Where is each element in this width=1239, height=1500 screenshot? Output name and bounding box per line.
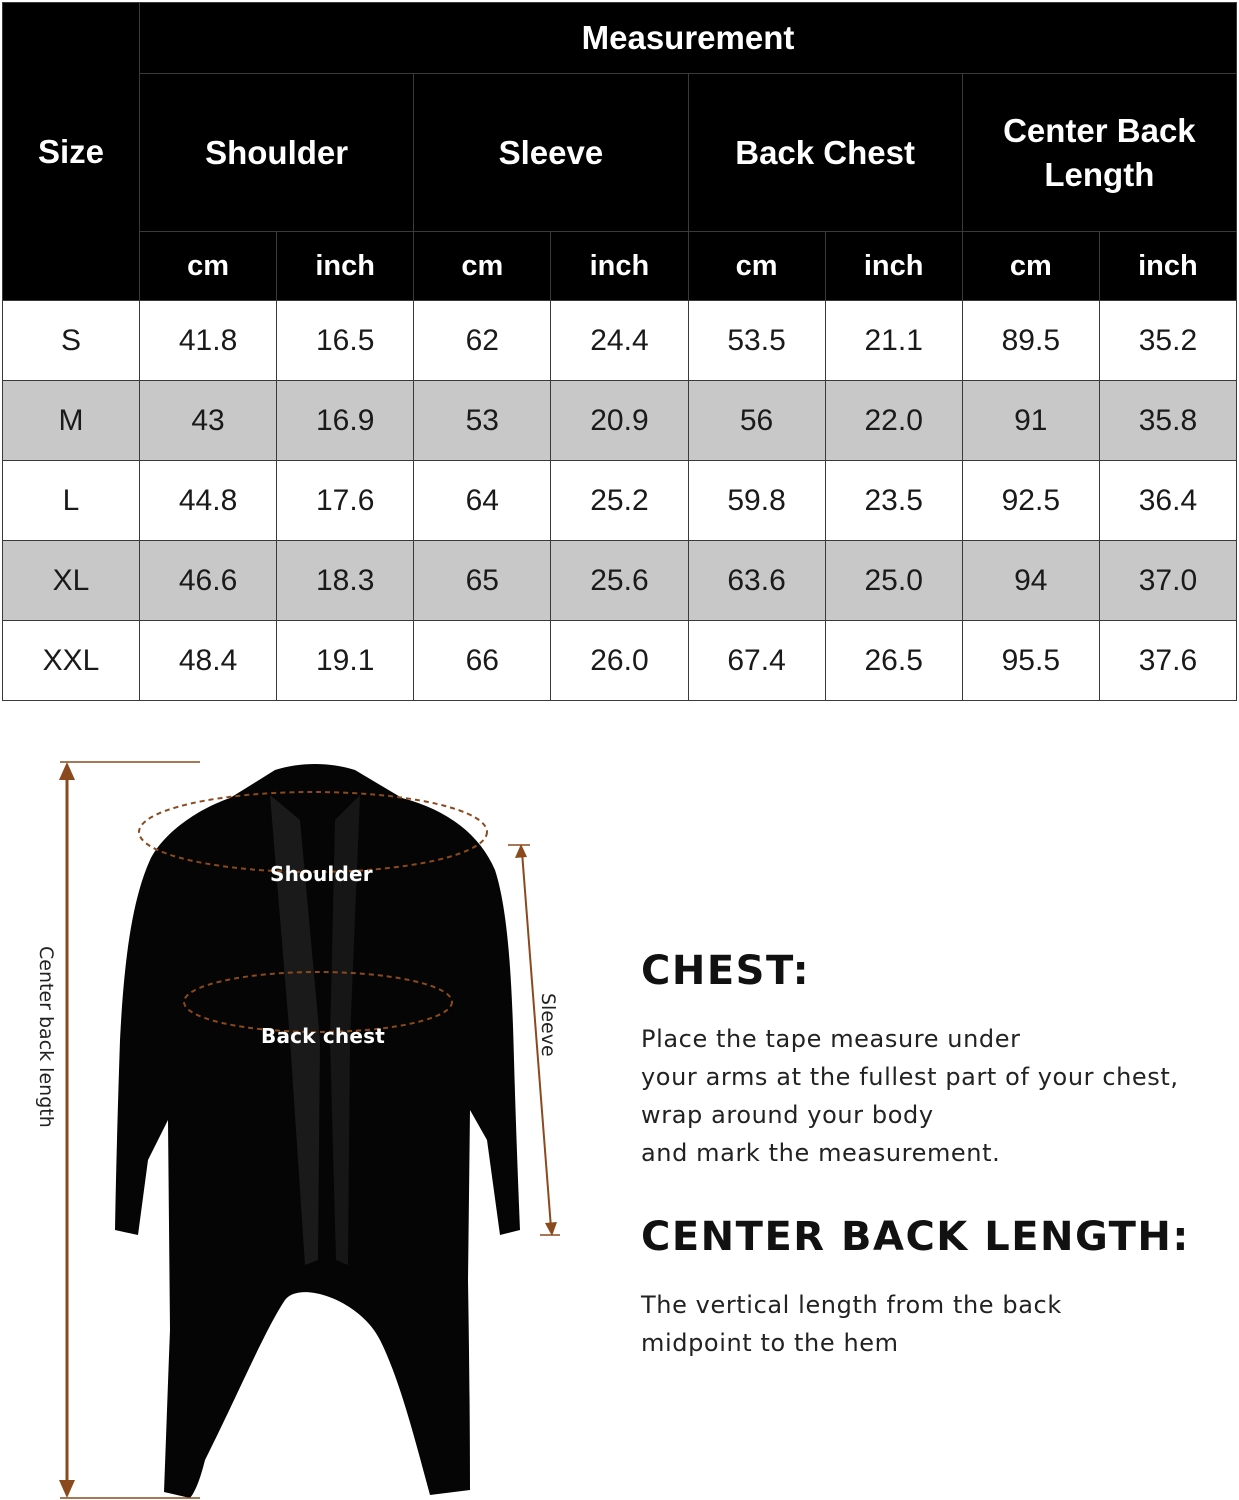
value-cell: 18.3 xyxy=(277,541,414,621)
value-cell: 16.9 xyxy=(277,381,414,461)
shoulder-header: Shoulder xyxy=(140,74,414,232)
table-row xyxy=(3,621,1237,701)
value-cell: 65 xyxy=(414,541,551,621)
chest-line: and mark the measurement. xyxy=(641,1139,1001,1167)
table-body xyxy=(3,301,1237,701)
value-cell: 59.8 xyxy=(688,461,825,541)
value-cell: 21.1 xyxy=(825,301,962,381)
sleeve-arrow-head-down xyxy=(545,1222,557,1236)
size-cell: S xyxy=(3,301,140,381)
table-row xyxy=(3,541,1237,621)
size-chart-table xyxy=(2,2,1237,701)
value-cell: 95.5 xyxy=(962,621,1099,701)
length-arrow-head-up xyxy=(59,762,75,780)
chest-description xyxy=(641,1020,1221,1172)
length-guide xyxy=(641,1214,1221,1362)
sleeve-label: Sleeve xyxy=(537,993,559,1057)
value-cell: 37.6 xyxy=(1099,621,1236,701)
unit-header: inch xyxy=(277,232,414,301)
value-cell: 41.8 xyxy=(140,301,277,381)
back-chest-header: Back Chest xyxy=(688,74,962,232)
back-chest-label: Back chest xyxy=(261,1024,385,1048)
chest-line: wrap around your body xyxy=(641,1101,934,1129)
size-cell: XXL xyxy=(3,621,140,701)
value-cell: 20.9 xyxy=(551,381,688,461)
chest-line: Place the tape measure under xyxy=(641,1025,1021,1053)
size-cell: M xyxy=(3,381,140,461)
length-arrow-head-down xyxy=(59,1480,75,1498)
table-row xyxy=(3,381,1237,461)
value-cell: 89.5 xyxy=(962,301,1099,381)
value-cell: 63.6 xyxy=(688,541,825,621)
length-description xyxy=(641,1286,1221,1362)
shoulder-label: Shoulder xyxy=(270,862,373,886)
table-row xyxy=(3,461,1237,541)
value-cell: 53.5 xyxy=(688,301,825,381)
value-cell: 19.1 xyxy=(277,621,414,701)
center-back-length-header: Center Back Length xyxy=(962,74,1236,232)
value-cell: 35.8 xyxy=(1099,381,1236,461)
value-cell: 56 xyxy=(688,381,825,461)
unit-header: cm xyxy=(688,232,825,301)
unit-header: inch xyxy=(1099,232,1236,301)
size-cell: XL xyxy=(3,541,140,621)
value-cell: 17.6 xyxy=(277,461,414,541)
value-cell: 64 xyxy=(414,461,551,541)
value-cell: 48.4 xyxy=(140,621,277,701)
chest-title: CHEST: xyxy=(641,948,811,994)
unit-row xyxy=(3,232,1237,301)
value-cell: 25.2 xyxy=(551,461,688,541)
value-cell: 25.0 xyxy=(825,541,962,621)
sleeve-header: Sleeve xyxy=(414,74,688,232)
value-cell: 35.2 xyxy=(1099,301,1236,381)
unit-header: inch xyxy=(825,232,962,301)
value-cell: 43 xyxy=(140,381,277,461)
value-cell: 44.8 xyxy=(140,461,277,541)
value-cell: 25.6 xyxy=(551,541,688,621)
size-cell: L xyxy=(3,461,140,541)
unit-header: cm xyxy=(140,232,277,301)
value-cell: 66 xyxy=(414,621,551,701)
length-title: CENTER BACK LENGTH: xyxy=(641,1214,1190,1260)
cardigan-illustration xyxy=(0,740,620,1500)
size-column-header: Size xyxy=(3,3,140,301)
garment-figure xyxy=(0,740,620,1500)
value-cell: 24.4 xyxy=(551,301,688,381)
value-cell: 91 xyxy=(962,381,1099,461)
value-cell: 26.0 xyxy=(551,621,688,701)
unit-header: inch xyxy=(551,232,688,301)
length-line: The vertical length from the back xyxy=(641,1291,1062,1319)
value-cell: 67.4 xyxy=(688,621,825,701)
value-cell: 22.0 xyxy=(825,381,962,461)
value-cell: 92.5 xyxy=(962,461,1099,541)
measurement-header: Measurement xyxy=(140,3,1237,74)
value-cell: 16.5 xyxy=(277,301,414,381)
value-cell: 23.5 xyxy=(825,461,962,541)
unit-header: cm xyxy=(962,232,1099,301)
value-cell: 62 xyxy=(414,301,551,381)
value-cell: 94 xyxy=(962,541,1099,621)
sleeve-arrow-head-up xyxy=(515,844,527,858)
center-back-length-label: Center back length xyxy=(35,946,57,1128)
table-row xyxy=(3,301,1237,381)
value-cell: 36.4 xyxy=(1099,461,1236,541)
unit-header: cm xyxy=(414,232,551,301)
value-cell: 46.6 xyxy=(140,541,277,621)
value-cell: 37.0 xyxy=(1099,541,1236,621)
value-cell: 26.5 xyxy=(825,621,962,701)
chest-line: your arms at the fullest part of your chest, xyxy=(641,1063,1179,1091)
length-line: midpoint to the hem xyxy=(641,1329,899,1357)
chest-guide xyxy=(641,948,1221,1172)
value-cell: 53 xyxy=(414,381,551,461)
